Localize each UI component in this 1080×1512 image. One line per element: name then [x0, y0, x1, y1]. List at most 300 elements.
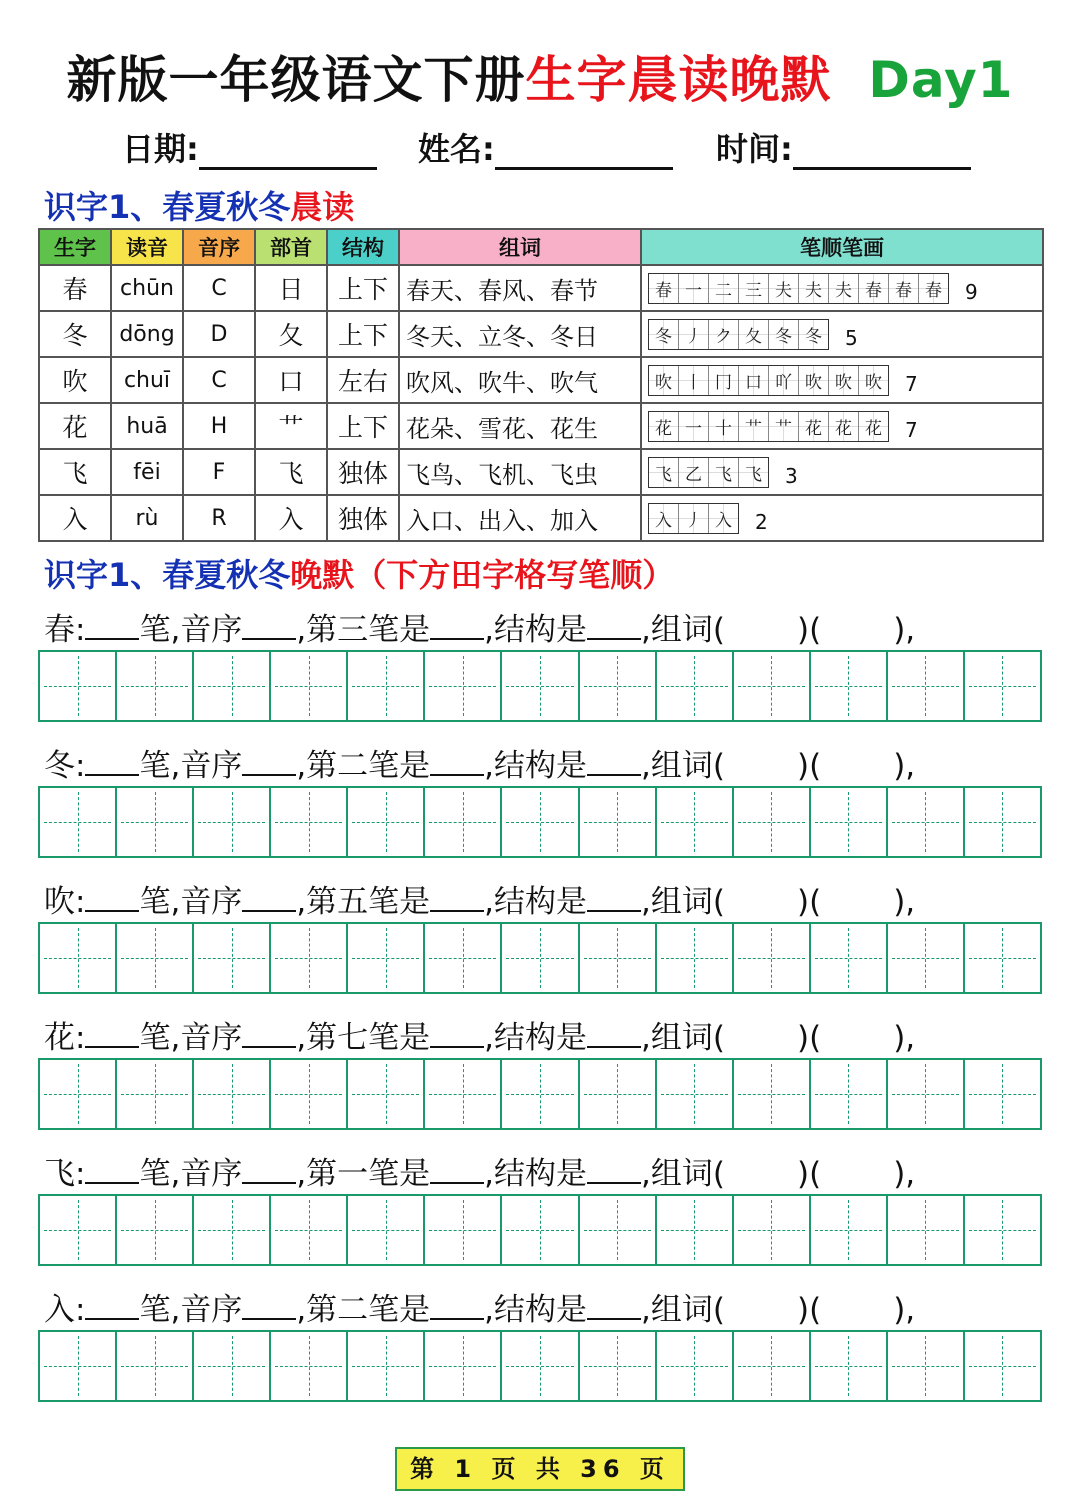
table-header-cell: 笔顺笔画 — [641, 229, 1043, 265]
structure-label: 结构是 — [494, 1156, 588, 1192]
structure-label: 结构是 — [494, 884, 588, 920]
words-mid-label: )( — [797, 1292, 822, 1328]
cell-words: 飞鸟、飞机、飞虫 — [399, 449, 641, 495]
cell-radical: 夂 — [255, 311, 327, 357]
stroke-step: 十 — [709, 412, 739, 441]
tianzige-cell[interactable] — [965, 1332, 1040, 1400]
tianzige-cell[interactable] — [734, 924, 811, 992]
stroke-step: 花 — [799, 412, 829, 441]
comma-label: , — [641, 748, 651, 784]
tianzige-cell[interactable] — [271, 652, 348, 720]
stroke-count: 2 — [755, 509, 768, 534]
tianzige-cell[interactable] — [425, 1060, 502, 1128]
words-mid-label: )( — [797, 612, 822, 648]
tianzige-cell[interactable] — [40, 1060, 117, 1128]
cell-character: 冬 — [39, 311, 111, 357]
words-label: 组词( — [650, 1156, 725, 1192]
words-end-label: ), — [893, 884, 916, 920]
stroke-step: 花 — [859, 412, 888, 441]
name-blank[interactable] — [495, 133, 673, 170]
order-label: 音序 — [180, 1020, 243, 1056]
tianzige-cell[interactable] — [888, 788, 965, 856]
nth-stroke-label: 第一笔是 — [306, 1156, 431, 1192]
tianzige-cell[interactable] — [425, 1332, 502, 1400]
tianzige-cell[interactable] — [657, 1196, 734, 1264]
tianzige-cell[interactable] — [657, 924, 734, 992]
cell-character: 飞 — [39, 449, 111, 495]
name-field[interactable] — [418, 124, 673, 170]
comma-label: , — [296, 748, 307, 784]
tianzige-cell[interactable] — [348, 788, 425, 856]
tianzige-cell[interactable] — [502, 652, 579, 720]
tianzige-cell[interactable] — [580, 1332, 657, 1400]
stroke-step: 二 — [709, 274, 739, 303]
cell-words: 冬天、立冬、冬日 — [399, 311, 641, 357]
tianzige-cell[interactable] — [271, 924, 348, 992]
tianzige-cell[interactable] — [965, 924, 1040, 992]
name-label: 姓名: — [418, 130, 495, 168]
tianzige-cell[interactable] — [271, 1060, 348, 1128]
table-header-cell: 组词 — [399, 229, 641, 265]
tianzige-cell[interactable] — [425, 924, 502, 992]
cell-stroke-order — [641, 311, 1043, 357]
colon-label: : — [75, 612, 86, 648]
tianzige-cell[interactable] — [348, 1196, 425, 1264]
tianzige-cell[interactable] — [502, 1196, 579, 1264]
date-blank[interactable] — [199, 133, 377, 170]
stroke-step: 入 — [649, 504, 679, 533]
structure-blank[interactable] — [587, 1154, 641, 1184]
tianzige-cell[interactable] — [348, 924, 425, 992]
info-row — [0, 124, 1080, 170]
tianzige-cell[interactable] — [734, 1060, 811, 1128]
words-mid-label: )( — [797, 1020, 822, 1056]
tianzige-cell[interactable] — [965, 1196, 1040, 1264]
stroke-order-strip — [648, 365, 889, 396]
comma-label: , — [296, 1292, 307, 1328]
strokes-label: 笔, — [139, 884, 181, 920]
cell-pinyin: fēi — [111, 449, 183, 495]
question-character: 吹 — [44, 884, 75, 920]
tianzige-cell[interactable] — [965, 652, 1040, 720]
tianzige-cell[interactable] — [194, 788, 271, 856]
comma-label: , — [296, 884, 307, 920]
words-mid-label: )( — [797, 1156, 822, 1192]
cell-letter: C — [183, 265, 255, 311]
cell-stroke-order — [641, 403, 1043, 449]
letter-blank[interactable] — [242, 882, 296, 912]
tianzige-cell[interactable] — [657, 652, 734, 720]
words-mid-label: )( — [797, 748, 822, 784]
tianzige-cell[interactable] — [502, 788, 579, 856]
stroke-count: 7 — [905, 371, 918, 396]
stroke-step: 吹 — [649, 366, 679, 395]
stroke-step: 丿 — [679, 320, 709, 349]
cell-pinyin: dōng — [111, 311, 183, 357]
stroke-count-blank[interactable] — [85, 746, 139, 776]
strokes-label: 笔, — [139, 1292, 181, 1328]
cell-structure: 左右 — [327, 357, 399, 403]
table-row — [39, 357, 1043, 403]
character-table — [38, 228, 1044, 542]
stroke-count-blank[interactable] — [85, 1018, 139, 1048]
comma-label: , — [641, 1292, 651, 1328]
tianzige-cell[interactable] — [40, 1196, 117, 1264]
dictation-question — [44, 740, 915, 785]
tianzige-cell[interactable] — [888, 1196, 965, 1264]
stroke-step: 吹 — [859, 366, 888, 395]
cell-pinyin: rù — [111, 495, 183, 541]
cell-structure: 独体 — [327, 495, 399, 541]
structure-blank[interactable] — [587, 610, 641, 640]
stroke-count: 5 — [845, 325, 858, 350]
tianzige-cell[interactable] — [580, 1060, 657, 1128]
words-mid-label: )( — [797, 884, 822, 920]
table-header-cell: 音序 — [183, 229, 255, 265]
dictation-question — [44, 1284, 915, 1329]
stroke-order-strip — [648, 503, 739, 534]
stroke-step: 冬 — [649, 320, 679, 349]
tianzige-cell[interactable] — [117, 652, 194, 720]
comma-label: , — [641, 1156, 651, 1192]
cell-letter: C — [183, 357, 255, 403]
colon-label: : — [75, 1292, 86, 1328]
words-label: 组词( — [650, 612, 725, 648]
tianzige-cell[interactable] — [502, 1332, 579, 1400]
tianzige-cell[interactable] — [348, 652, 425, 720]
date-label: 日期: — [122, 130, 199, 168]
comma-label: , — [484, 1020, 495, 1056]
structure-blank[interactable] — [587, 746, 641, 776]
section-heading-evening — [44, 550, 674, 596]
nth-stroke-blank[interactable] — [430, 610, 484, 640]
cell-structure: 独体 — [327, 449, 399, 495]
stroke-count-blank[interactable] — [85, 1290, 139, 1320]
cell-words: 花朵、雪花、花生 — [399, 403, 641, 449]
cell-character: 春 — [39, 265, 111, 311]
tianzige-cell[interactable] — [425, 652, 502, 720]
cell-character: 吹 — [39, 357, 111, 403]
stroke-step: 丿 — [679, 504, 709, 533]
tianzige-grid-row — [38, 922, 1042, 994]
stroke-step: 飞 — [739, 458, 768, 487]
colon-label: : — [75, 1156, 86, 1192]
nth-stroke-blank[interactable] — [430, 1290, 484, 1320]
cell-stroke-order — [641, 357, 1043, 403]
comma-label: , — [484, 884, 495, 920]
dictation-question — [44, 604, 915, 649]
stroke-count-blank[interactable] — [85, 610, 139, 640]
nth-stroke-blank[interactable] — [430, 746, 484, 776]
cell-radical: 日 — [255, 265, 327, 311]
tianzige-cell[interactable] — [888, 652, 965, 720]
tianzige-cell[interactable] — [888, 924, 965, 992]
tianzige-cell[interactable] — [734, 788, 811, 856]
table-row — [39, 265, 1043, 311]
words-end-label: ), — [893, 1020, 916, 1056]
tianzige-cell[interactable] — [657, 1060, 734, 1128]
cell-letter: H — [183, 403, 255, 449]
stroke-step: 春 — [859, 274, 889, 303]
strokes-label: 笔, — [139, 1156, 181, 1192]
stroke-step: 花 — [649, 412, 679, 441]
cell-character: 花 — [39, 403, 111, 449]
dictation-question — [44, 876, 915, 921]
stroke-step: 乙 — [679, 458, 709, 487]
structure-label: 结构是 — [494, 1292, 588, 1328]
tianzige-grid-row — [38, 650, 1042, 722]
table-header-row — [39, 229, 1043, 265]
tianzige-cell[interactable] — [425, 788, 502, 856]
question-character: 入 — [44, 1292, 75, 1328]
stroke-step: 飞 — [649, 458, 679, 487]
tianzige-cell[interactable] — [811, 788, 888, 856]
tianzige-cell[interactable] — [811, 924, 888, 992]
letter-blank[interactable] — [242, 610, 296, 640]
section-heading-morning — [44, 182, 354, 228]
cell-structure: 上下 — [327, 311, 399, 357]
stroke-step: 吖 — [769, 366, 799, 395]
table-header-cell: 生字 — [39, 229, 111, 265]
tianzige-cell[interactable] — [657, 788, 734, 856]
tianzige-cell[interactable] — [580, 788, 657, 856]
tianzige-cell[interactable] — [811, 1196, 888, 1264]
words-end-label: ), — [893, 612, 916, 648]
structure-label: 结构是 — [494, 748, 588, 784]
tianzige-cell[interactable] — [888, 1060, 965, 1128]
words-label: 组词( — [650, 884, 725, 920]
order-label: 音序 — [180, 1156, 243, 1192]
stroke-step: 丨 — [679, 366, 709, 395]
strokes-label: 笔, — [139, 1020, 181, 1056]
tianzige-cell[interactable] — [734, 1332, 811, 1400]
tianzige-cell[interactable] — [117, 788, 194, 856]
tianzige-cell[interactable] — [194, 1332, 271, 1400]
words-end-label: ), — [893, 1156, 916, 1192]
tianzige-grid-row — [38, 786, 1042, 858]
tianzige-cell[interactable] — [657, 1332, 734, 1400]
nth-stroke-blank[interactable] — [430, 1154, 484, 1184]
cell-letter: F — [183, 449, 255, 495]
nth-stroke-label: 第二笔是 — [306, 748, 431, 784]
stroke-step: 夫 — [799, 274, 829, 303]
stroke-step: 夫 — [829, 274, 859, 303]
nth-stroke-label: 第七笔是 — [306, 1020, 431, 1056]
tianzige-cell[interactable] — [348, 1060, 425, 1128]
page-title — [0, 40, 1080, 112]
tianzige-cell[interactable] — [502, 924, 579, 992]
tianzige-cell[interactable] — [965, 1060, 1040, 1128]
stroke-step: 吹 — [829, 366, 859, 395]
structure-blank[interactable] — [587, 1018, 641, 1048]
tianzige-cell[interactable] — [580, 1196, 657, 1264]
cell-words: 吹风、吹牛、吹气 — [399, 357, 641, 403]
words-end-label: ), — [893, 1292, 916, 1328]
stroke-step: 飞 — [709, 458, 739, 487]
cell-structure: 上下 — [327, 265, 399, 311]
nth-stroke-label: 第五笔是 — [306, 884, 431, 920]
tianzige-cell[interactable] — [40, 788, 117, 856]
section2-suffix: 晚默（下方田字格写笔顺） — [290, 556, 675, 594]
comma-label: , — [641, 1020, 651, 1056]
tianzige-cell[interactable] — [117, 1060, 194, 1128]
words-end-label: ), — [893, 748, 916, 784]
section1-prefix: 识字1、春夏秋冬 — [44, 188, 291, 226]
cell-letter: D — [183, 311, 255, 357]
cell-structure: 上下 — [327, 403, 399, 449]
tianzige-cell[interactable] — [117, 924, 194, 992]
cell-stroke-order — [641, 265, 1043, 311]
tianzige-cell[interactable] — [40, 924, 117, 992]
stroke-count: 7 — [905, 417, 918, 442]
tianzige-cell[interactable] — [194, 1060, 271, 1128]
tianzige-cell[interactable] — [271, 1332, 348, 1400]
tianzige-cell[interactable] — [502, 1060, 579, 1128]
structure-blank[interactable] — [587, 882, 641, 912]
section2-prefix: 识字1、春夏秋冬 — [44, 556, 291, 594]
cell-radical: 入 — [255, 495, 327, 541]
cell-character: 入 — [39, 495, 111, 541]
tianzige-grid-row — [38, 1058, 1042, 1130]
stroke-count-blank[interactable] — [85, 1154, 139, 1184]
tianzige-cell[interactable] — [117, 1196, 194, 1264]
tianzige-cell[interactable] — [965, 788, 1040, 856]
table-header-cell: 结构 — [327, 229, 399, 265]
table-header-cell: 部首 — [255, 229, 327, 265]
tianzige-cell[interactable] — [194, 652, 271, 720]
tianzige-cell[interactable] — [348, 1332, 425, 1400]
nth-stroke-label: 第二笔是 — [306, 1292, 431, 1328]
colon-label: : — [75, 748, 86, 784]
cell-radical: 艹 — [255, 403, 327, 449]
stroke-count-blank[interactable] — [85, 882, 139, 912]
cell-words: 入口、出入、加入 — [399, 495, 641, 541]
time-blank[interactable] — [793, 133, 971, 170]
letter-blank[interactable] — [242, 746, 296, 776]
tianzige-cell[interactable] — [888, 1332, 965, 1400]
nth-stroke-label: 第三笔是 — [306, 612, 431, 648]
stroke-step: 艹 — [769, 412, 799, 441]
stroke-step: 冬 — [799, 320, 828, 349]
stroke-count: 9 — [965, 279, 978, 304]
tianzige-cell[interactable] — [580, 924, 657, 992]
comma-label: , — [296, 1156, 307, 1192]
stroke-step: 艹 — [739, 412, 769, 441]
tianzige-grid-row — [38, 1330, 1042, 1402]
cell-radical: 口 — [255, 357, 327, 403]
comma-label: , — [296, 1020, 307, 1056]
stroke-step: 春 — [649, 274, 679, 303]
title-main: 新版一年级语文下册 — [66, 51, 526, 109]
tianzige-cell[interactable] — [734, 1196, 811, 1264]
cell-stroke-order — [641, 449, 1043, 495]
tianzige-cell[interactable] — [40, 1332, 117, 1400]
table-row — [39, 403, 1043, 449]
question-character: 花 — [44, 1020, 75, 1056]
cell-pinyin: huā — [111, 403, 183, 449]
strokes-label: 笔, — [139, 748, 181, 784]
section1-suffix: 晨读 — [290, 188, 355, 226]
dictation-question — [44, 1148, 915, 1193]
comma-label: , — [296, 612, 307, 648]
stroke-step: 入 — [709, 504, 738, 533]
table-body — [39, 265, 1043, 541]
tianzige-cell[interactable] — [734, 652, 811, 720]
question-character: 飞 — [44, 1156, 75, 1192]
cell-pinyin: chuī — [111, 357, 183, 403]
comma-label: , — [641, 884, 651, 920]
tianzige-cell[interactable] — [194, 924, 271, 992]
title-day: Day1 — [868, 51, 1014, 109]
tianzige-cell[interactable] — [271, 788, 348, 856]
comma-label: , — [484, 748, 495, 784]
time-field[interactable] — [716, 124, 971, 170]
stroke-order-strip — [648, 273, 949, 304]
stroke-step: ク — [709, 320, 739, 349]
comma-label: , — [484, 1156, 495, 1192]
cell-letter: R — [183, 495, 255, 541]
table-header-cell: 读音 — [111, 229, 183, 265]
words-label: 组词( — [650, 1292, 725, 1328]
table-row — [39, 311, 1043, 357]
order-label: 音序 — [180, 612, 243, 648]
structure-label: 结构是 — [494, 1020, 588, 1056]
title-highlight: 生字晨读晚默 — [525, 51, 832, 109]
tianzige-cell[interactable] — [117, 1332, 194, 1400]
stroke-step: 三 — [739, 274, 769, 303]
nth-stroke-blank[interactable] — [430, 1018, 484, 1048]
tianzige-cell[interactable] — [425, 1196, 502, 1264]
stroke-step: 一 — [679, 412, 709, 441]
structure-blank[interactable] — [587, 1290, 641, 1320]
strokes-label: 笔, — [139, 612, 181, 648]
tianzige-cell[interactable] — [271, 1196, 348, 1264]
letter-blank[interactable] — [242, 1018, 296, 1048]
tianzige-cell[interactable] — [40, 652, 117, 720]
comma-label: , — [484, 1292, 495, 1328]
stroke-step: 花 — [829, 412, 859, 441]
stroke-step: 春 — [919, 274, 948, 303]
colon-label: : — [75, 1020, 86, 1056]
letter-blank[interactable] — [242, 1154, 296, 1184]
stroke-step: 一 — [679, 274, 709, 303]
words-label: 组词( — [650, 748, 725, 784]
dictation-question — [44, 1012, 915, 1057]
tianzige-cell[interactable] — [194, 1196, 271, 1264]
stroke-step: 夂 — [739, 320, 769, 349]
cell-radical: 飞 — [255, 449, 327, 495]
colon-label: : — [75, 884, 86, 920]
order-label: 音序 — [180, 884, 243, 920]
stroke-step: 冬 — [769, 320, 799, 349]
tianzige-cell[interactable] — [811, 1060, 888, 1128]
cell-stroke-order — [641, 495, 1043, 541]
tianzige-cell[interactable] — [580, 652, 657, 720]
tianzige-grid-row — [38, 1194, 1042, 1266]
tianzige-cell[interactable] — [811, 1332, 888, 1400]
nth-stroke-blank[interactable] — [430, 882, 484, 912]
table-row — [39, 449, 1043, 495]
stroke-step: 口 — [739, 366, 769, 395]
letter-blank[interactable] — [242, 1290, 296, 1320]
stroke-order-strip — [648, 319, 829, 350]
stroke-order-strip — [648, 457, 769, 488]
order-label: 音序 — [180, 1292, 243, 1328]
tianzige-cell[interactable] — [811, 652, 888, 720]
date-field[interactable] — [122, 124, 377, 170]
words-label: 组词( — [650, 1020, 725, 1056]
stroke-step: 夫 — [769, 274, 799, 303]
